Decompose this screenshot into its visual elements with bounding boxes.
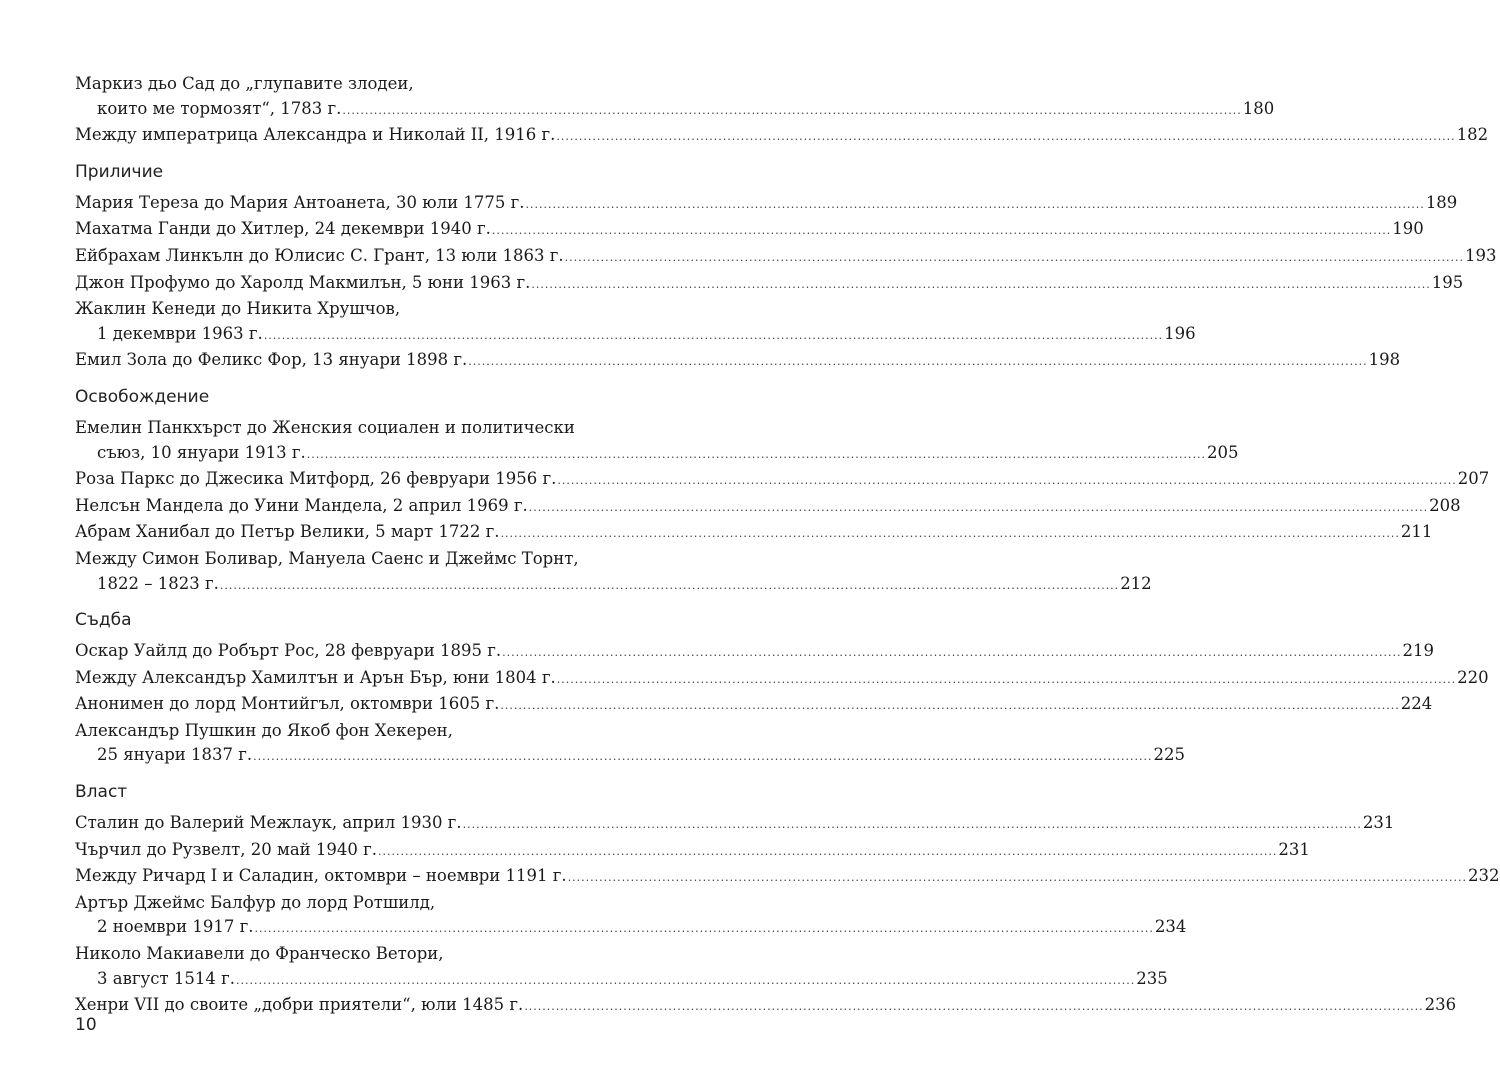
toc-entry[interactable]	[75, 244, 1497, 271]
section-title: Съдба	[75, 610, 132, 631]
entry-page-number: 225	[1153, 745, 1185, 765]
entry-title-line: Анонимен до лорд Монтийгъл, октомври 1605 г.	[75, 694, 500, 714]
entry-page-number: 219	[1402, 641, 1434, 661]
toc-section	[75, 72, 1489, 150]
entry-line	[75, 271, 1464, 298]
toc-entry[interactable]	[75, 639, 1434, 666]
entry-line	[75, 572, 1152, 599]
dot-leader: ........................................................................................................................................................................................................	[462, 818, 1362, 832]
toc-entry[interactable]	[75, 467, 1490, 494]
dot-leader: ........................................................................................................................................................................................................	[564, 250, 1464, 264]
dot-leader: ........................................................................................................................................................................................................	[524, 1000, 1424, 1014]
dot-leader: ........................................................................................................................................................................................................	[254, 922, 1154, 936]
entry-line	[75, 191, 1458, 218]
toc-entry[interactable]	[75, 993, 1457, 1020]
dot-leader: ........................................................................................................................................................................................................	[378, 844, 1278, 858]
entry-title-line: Нелсън Мандела до Уини Мандела, 2 април 1969 г.	[75, 495, 528, 515]
toc-entry[interactable]	[75, 494, 1461, 521]
entry-title-line: Хенри VII до своите „добри приятели“, юли 1485 г.	[75, 995, 524, 1015]
entry-title-line: Между императрица Александра и Николай II, 1916 г.	[75, 125, 556, 145]
toc-entry[interactable]	[75, 271, 1464, 298]
entry-page-number: 235	[1136, 968, 1168, 988]
entry-title-line: Сталин до Валерий Межлаук, април 1930 г.	[75, 813, 462, 833]
dot-leader: ........................................................................................................................................................................................................	[556, 130, 1456, 144]
dot-leader: ........................................................................................................................................................................................................	[567, 871, 1468, 885]
toc-entry[interactable]	[75, 864, 1500, 891]
dot-leader: ........................................................................................................................................................................................................	[525, 197, 1425, 211]
toc-entry[interactable]	[75, 348, 1401, 375]
dot-leader: ........................................................................................................................................................................................................	[219, 578, 1120, 592]
dot-leader: ........................................................................................................................................................................................................	[491, 224, 1392, 238]
toc-section	[75, 160, 1497, 375]
dot-leader: ........................................................................................................................................................................................................	[253, 750, 1153, 764]
dot-leader: ........................................................................................................................................................................................................	[502, 646, 1402, 660]
entry-line	[75, 864, 1500, 891]
entry-page-number: 231	[1362, 813, 1395, 833]
entry-title-line: Роза Паркс до Джесика Митфорд, 26 февруари 1956 г.	[75, 469, 557, 489]
entry-line	[75, 494, 1461, 521]
entry-page-number: 196	[1164, 323, 1196, 343]
entry-title-line: Ейбрахам Линкълн до Юлисис С. Грант, 13 юли 1863 г.	[75, 245, 564, 265]
entry-title-line: съюз, 10 януари 1913 г.	[97, 442, 306, 462]
dot-leader: ........................................................................................................................................................................................................	[235, 973, 1136, 987]
entry-line	[75, 348, 1401, 375]
entry-title-line: Между Ричард I и Саладин, октомври – ноември 1191 г.	[75, 866, 567, 886]
entry-line	[75, 915, 1187, 942]
toc-section	[75, 780, 1500, 1020]
entry-line	[75, 692, 1433, 719]
section-title: Приличие	[75, 161, 164, 182]
entry-title-line: Абрам Ханибал до Петър Велики, 5 март 1722 г.	[75, 522, 500, 542]
entry-page-number: 211	[1400, 522, 1433, 542]
entry-title-line: Джон Профумо до Харолд Макмилън, 5 юни 1963 г.	[75, 272, 531, 292]
entry-page-number: 195	[1431, 272, 1464, 292]
entry-line	[75, 639, 1434, 666]
dot-leader: ........................................................................................................................................................................................................	[528, 500, 1429, 514]
entry-line	[75, 97, 1275, 124]
entry-page-number: 220	[1457, 667, 1489, 687]
dot-leader: ........................................................................................................................................................................................................	[500, 527, 1400, 541]
entry-page-number: 236	[1424, 995, 1457, 1015]
toc-entry[interactable]	[75, 217, 1424, 244]
entry-title-line: Махатма Ганди до Хитлер, 24 декември 1940 г.	[75, 219, 491, 239]
entry-line	[75, 838, 1310, 865]
entry-title-line: Николо Макиавели до Франческо Ветори,	[75, 944, 444, 964]
entry-title-line: Мария Тереза до Мария Антоанета, 30 юли 1775 г.	[75, 192, 525, 212]
entry-line	[75, 993, 1457, 1020]
entry-page-number: 224	[1400, 694, 1433, 714]
toc-entry[interactable]	[75, 297, 1196, 348]
entry-page-number: 208	[1429, 495, 1461, 515]
entry-page-number: 189	[1425, 192, 1458, 212]
toc-entry[interactable]	[75, 942, 1168, 993]
entry-line	[75, 743, 1185, 770]
toc-entry[interactable]	[75, 520, 1433, 547]
table-of-contents	[75, 72, 1500, 1020]
page-number: 10	[75, 1015, 97, 1035]
entry-line	[75, 467, 1490, 494]
entry-page-number: 232	[1468, 866, 1500, 886]
toc-entry[interactable]	[75, 692, 1433, 719]
entry-title-line: Оскар Уайлд до Робърт Рос, 28 февруари 1895 г.	[75, 641, 502, 661]
entry-title-line: 2 ноември 1917 г.	[97, 917, 254, 937]
toc-entry[interactable]	[75, 719, 1185, 770]
dot-leader: ........................................................................................................................................................................................................	[556, 672, 1457, 686]
entry-title-line: които ме тормозят“, 1783 г.	[97, 98, 342, 118]
entry-line	[75, 322, 1196, 349]
dot-leader: ........................................................................................................................................................................................................	[263, 328, 1164, 342]
section-title: Освобождение	[75, 386, 210, 407]
toc-entry[interactable]	[75, 416, 1239, 467]
entry-page-number: 198	[1368, 350, 1401, 370]
entry-line	[75, 967, 1168, 994]
entry-title-line: 3 август 1514 г.	[97, 968, 235, 988]
dot-leader: ........................................................................................................................................................................................................	[306, 447, 1207, 461]
entry-title-line: Емелин Панкхърст до Женския социален и политически	[75, 417, 575, 437]
entry-line	[75, 441, 1239, 468]
toc-entry[interactable]	[75, 72, 1275, 123]
toc-entry[interactable]	[75, 811, 1395, 838]
entry-line	[75, 666, 1489, 693]
section-title: Власт	[75, 782, 128, 803]
entry-title-line: Емил Зола до Феликс Фор, 13 януари 1898 г.	[75, 350, 468, 370]
entry-title-line: Артър Джеймс Балфур до лорд Ротшилд,	[75, 892, 436, 912]
toc-entry[interactable]	[75, 666, 1489, 693]
entry-title-line: 1 декември 1963 г.	[97, 323, 263, 343]
entry-page-number: 180	[1242, 98, 1275, 118]
entry-line	[75, 217, 1424, 244]
dot-leader: ........................................................................................................................................................................................................	[500, 699, 1400, 713]
entry-title-line: Маркиз дьо Сад до „глупавите злодеи,	[75, 74, 414, 93]
entry-title-line: 1822 – 1823 г.	[97, 573, 219, 593]
toc-section	[75, 608, 1489, 770]
entry-line	[75, 123, 1489, 150]
entry-line	[75, 520, 1433, 547]
entry-title-line: Между Симон Боливар, Мануела Саенс и Джеймс Торнт,	[75, 548, 579, 568]
entry-page-number: 182	[1456, 125, 1489, 145]
entry-page-number: 212	[1120, 573, 1152, 593]
toc-section	[75, 385, 1490, 598]
entry-page-number: 231	[1278, 839, 1310, 859]
entry-title-line: Чърчил до Рузвелт, 20 май 1940 г.	[75, 839, 378, 859]
toc-entry[interactable]	[75, 547, 1152, 598]
entry-title-line: Между Александър Хамилтън и Арън Бър, юни 1804 г.	[75, 667, 556, 687]
dot-leader: ........................................................................................................................................................................................................	[468, 355, 1368, 369]
entry-page-number: 205	[1207, 442, 1239, 462]
entry-page-number: 193	[1464, 245, 1497, 265]
dot-leader: ........................................................................................................................................................................................................	[557, 474, 1457, 488]
entry-line	[75, 244, 1497, 271]
dot-leader: ........................................................................................................................................................................................................	[342, 103, 1242, 117]
entry-title-line: Жаклин Кенеди до Никита Хрушчов,	[75, 299, 401, 319]
toc-entry[interactable]	[75, 838, 1310, 865]
entry-page-number: 190	[1392, 219, 1424, 239]
toc-entry[interactable]	[75, 123, 1489, 150]
dot-leader: ........................................................................................................................................................................................................	[531, 277, 1431, 291]
entry-title-line: Александър Пушкин до Якоб фон Хекерен,	[75, 720, 453, 740]
entry-line	[75, 811, 1395, 838]
toc-entry[interactable]	[75, 191, 1458, 218]
entry-page-number: 207	[1457, 469, 1490, 489]
entry-title-line: 25 януари 1837 г.	[97, 745, 253, 765]
toc-entry[interactable]	[75, 891, 1187, 942]
entry-page-number: 234	[1154, 917, 1187, 937]
